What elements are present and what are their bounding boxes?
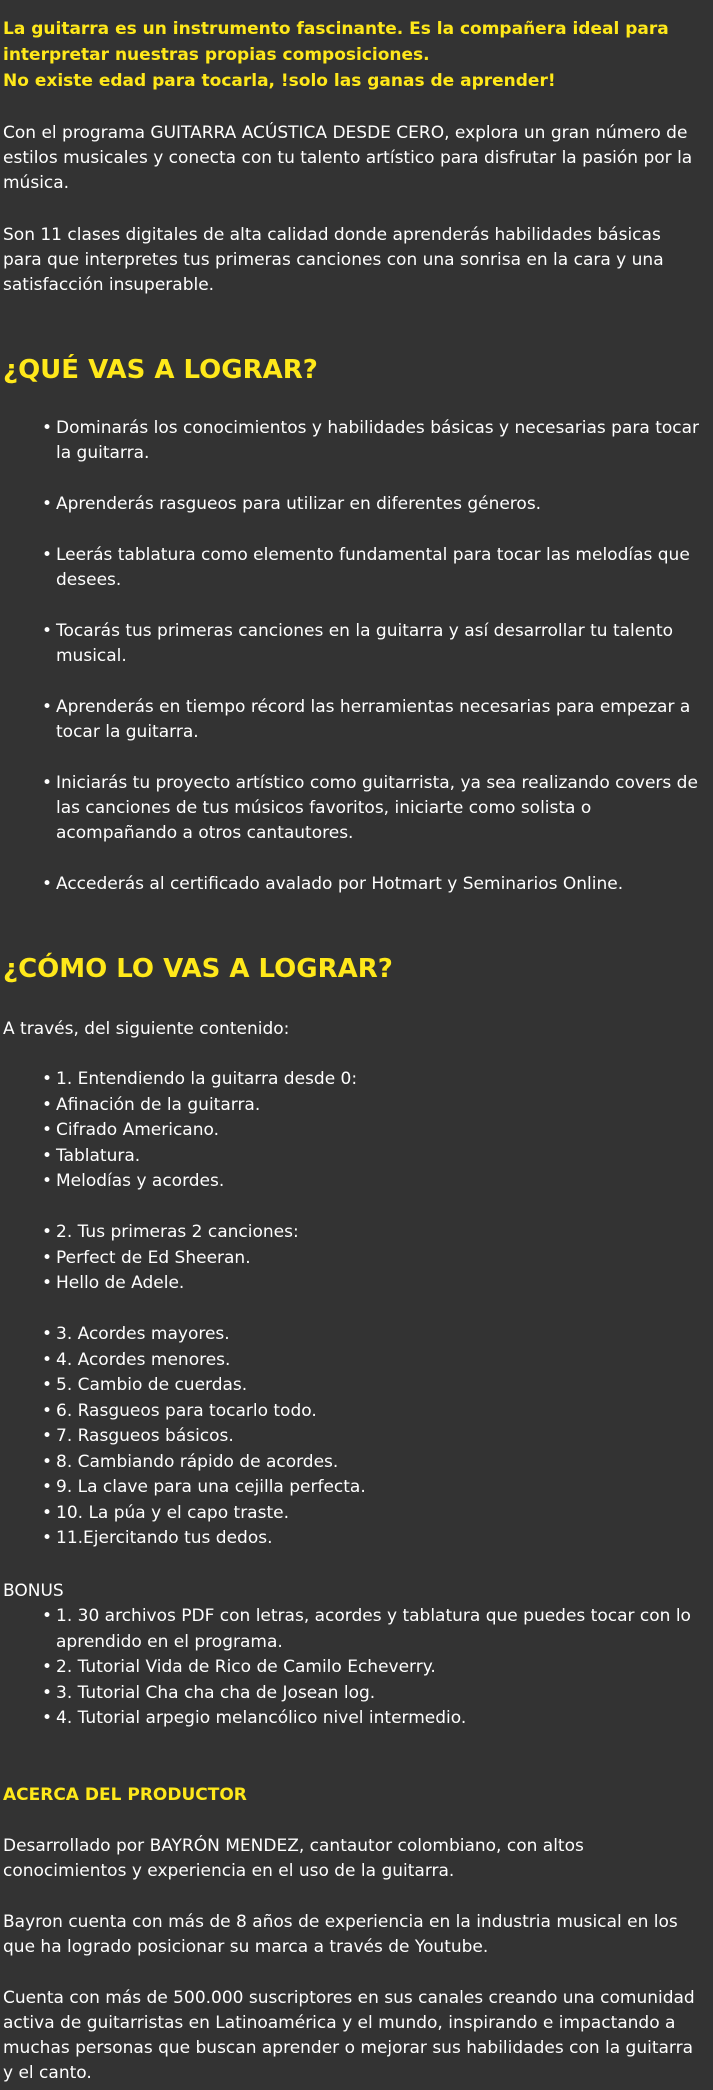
bonus-label: BONUS (3, 1581, 64, 1601)
content-list (40, 1220, 700, 1297)
content-item: • Afinación de la guitarra. (40, 1093, 700, 1119)
goal-item: • Leerás tablatura como elemento fundamental para tocar las melodías que desees. (40, 543, 700, 593)
content-item: • 6. Rasgueos para tocarlo todo. (40, 1399, 700, 1425)
content-list (40, 1322, 700, 1552)
how-heading: ¿CÓMO LO VAS A LOGRAR? (3, 954, 393, 984)
content-item: • 10. La púa y el capo traste. (40, 1501, 700, 1527)
goals-list (40, 416, 700, 923)
content-item: • 8. Cambiando rápido de acordes. (40, 1450, 700, 1476)
intro-line-2: No existe edad para tocarla, !solo las ganas de aprender! (3, 71, 556, 91)
goals-heading: ¿QUÉ VAS A LOGRAR? (3, 355, 318, 385)
goal-item: • Accederás al certificado avalado por Hotmart y Seminarios Online. (40, 872, 700, 897)
goal-item: • Tocarás tus primeras canciones en la guitarra y así desarrollar tu talento musical. (40, 619, 700, 669)
content-item: • 7. Rasgueos básicos. (40, 1424, 700, 1450)
bonus-item: • 1. 30 archivos PDF con letras, acordes y tablatura que puedes tocar con lo aprendido en el programa. (40, 1604, 700, 1655)
content-item: • Tablatura. (40, 1144, 700, 1170)
goal-item: • Aprenderás en tiempo récord las herramientas necesarias para empezar a tocar la guitarra. (40, 695, 700, 745)
goal-item: • Dominarás los conocimientos y habilidades básicas y necesarias para tocar la guitarra. (40, 416, 700, 466)
content-item: • Perfect de Ed Sheeran. (40, 1246, 700, 1272)
bonus-item: • 2. Tutorial Vida de Rico de Camilo Echeverry. (40, 1655, 700, 1681)
classes-paragraph: Son 11 clases digitales de alta calidad donde aprenderás habilidades básicas para que interpretes tus primeras canciones con una sonrisa en la cara y una satisfacción insuperable. (3, 225, 664, 295)
program-paragraph: Con el programa GUITARRA ACÚSTICA DESDE CERO, explora un gran número de estilos musicales y conecta con tu talento artístico para disfrutar la pasión por la música. (3, 123, 693, 193)
goal-item: • Iniciarás tu proyecto artístico como guitarrista, ya sea realizando covers de las canciones de tus músicos favoritos, iniciarte como solista o acompañando a otros cantautores. (40, 771, 700, 846)
content-item: • 1. Entendiendo la guitarra desde 0: (40, 1067, 700, 1093)
content-item: • 5. Cambio de cuerdas. (40, 1373, 700, 1399)
how-lead: A través, del siguiente contenido: (3, 1019, 290, 1039)
content-list (40, 1067, 700, 1195)
intro-line-1: La guitarra es un instrumento fascinante. Es la compañera ideal para interpretar nuestras propias composiciones. (3, 19, 669, 65)
intro-highlight (3, 16, 703, 94)
bonus-item: • 4. Tutorial arpegio melancólico nivel intermedio. (40, 1706, 700, 1732)
content-item: • 3. Acordes mayores. (40, 1322, 700, 1348)
content-item: • Hello de Adele. (40, 1271, 700, 1297)
content-item: • 9. La clave para una cejilla perfecta. (40, 1475, 700, 1501)
content-item: • 2. Tus primeras 2 canciones: (40, 1220, 700, 1246)
bonus-list (40, 1604, 700, 1732)
content-item: • 4. Acordes menores. (40, 1348, 700, 1374)
content-item: • Melodías y acordes. (40, 1169, 700, 1195)
content-item: • Cifrado Americano. (40, 1118, 700, 1144)
goal-item: • Aprenderás rasgueos para utilizar en diferentes géneros. (40, 492, 700, 517)
bonus-item: • 3. Tutorial Cha cha cha de Josean log. (40, 1681, 700, 1707)
producer-heading: ACERCA DEL PRODUCTOR (3, 1785, 247, 1805)
producer-paragraph-3: Cuenta con más de 500.000 suscriptores en sus canales creando una comunidad activa de guitarristas en Latinoamérica y el mundo, inspirando e impactando a muchas personas que buscan aprender o mejorar sus habilidades con la guitarra y el canto. (3, 1988, 695, 2083)
producer-paragraph-1: Desarrollado por BAYRÓN MENDEZ, cantautor colombiano, con altos conocimientos y experiencia en el uso de la guitarra. (3, 1836, 584, 1881)
producer-paragraph-2: Bayron cuenta con más de 8 años de experiencia en la industria musical en los que ha logrado posicionar su marca a través de Youtube. (3, 1912, 678, 1957)
content-item: • 11.Ejercitando tus dedos. (40, 1526, 700, 1552)
